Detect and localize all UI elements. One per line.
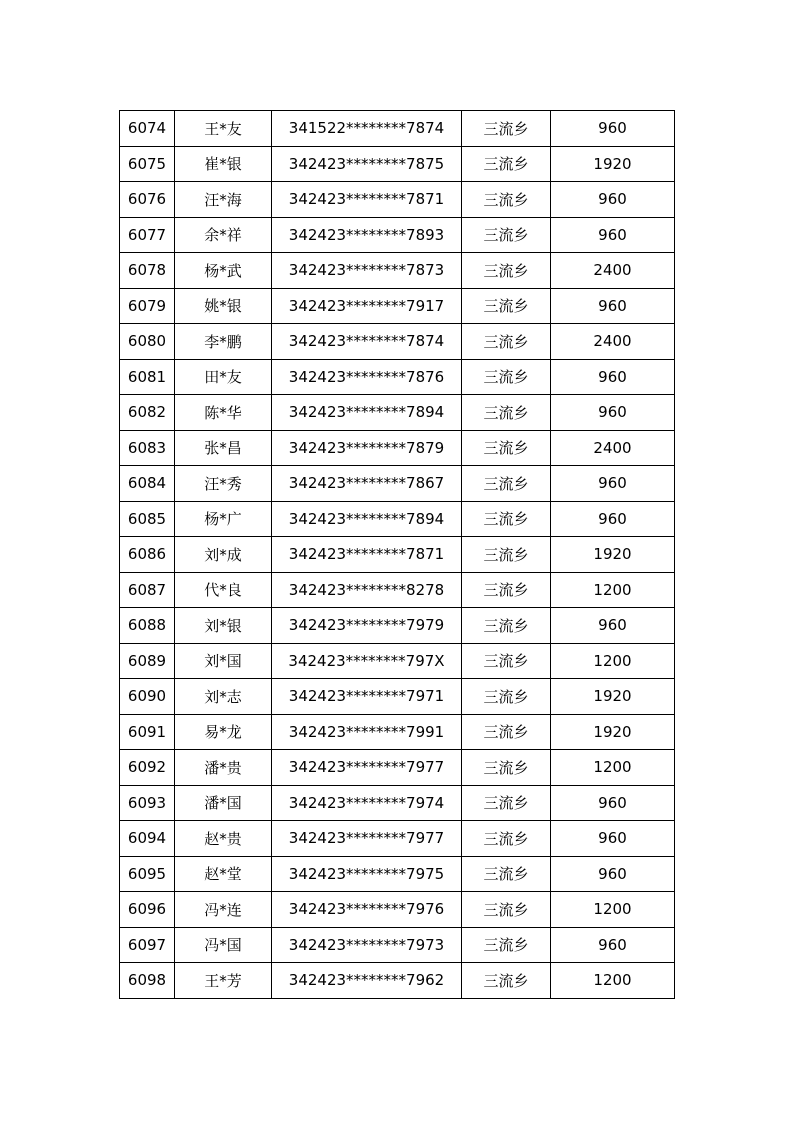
table-row [120, 608, 675, 644]
row-number-cell: 6088 [120, 608, 175, 644]
table-row [120, 501, 675, 537]
name-cell: 潘*贵 [175, 750, 272, 786]
row-number-cell: 6094 [120, 821, 175, 857]
id-number-cell: 342423********7874 [272, 324, 462, 360]
row-number-cell: 6075 [120, 146, 175, 182]
table-row [120, 288, 675, 324]
id-number-cell: 342423********7991 [272, 714, 462, 750]
name-cell: 陈*华 [175, 395, 272, 431]
township-cell: 三流乡 [462, 395, 551, 431]
township-cell: 三流乡 [462, 501, 551, 537]
id-number-cell: 342423********7879 [272, 430, 462, 466]
township-cell: 三流乡 [462, 572, 551, 608]
table-row [120, 856, 675, 892]
name-cell: 刘*国 [175, 643, 272, 679]
amount-cell: 2400 [551, 430, 675, 466]
township-cell: 三流乡 [462, 466, 551, 502]
name-cell: 汪*海 [175, 182, 272, 218]
township-cell: 三流乡 [462, 253, 551, 289]
table-row [120, 537, 675, 573]
id-number-cell: 342423********797X [272, 643, 462, 679]
table-row [120, 182, 675, 218]
amount-cell: 1200 [551, 643, 675, 679]
row-number-cell: 6092 [120, 750, 175, 786]
name-cell: 刘*成 [175, 537, 272, 573]
row-number-cell: 6096 [120, 892, 175, 928]
name-cell: 代*良 [175, 572, 272, 608]
id-number-cell: 342423********7871 [272, 182, 462, 218]
township-cell: 三流乡 [462, 750, 551, 786]
row-number-cell: 6076 [120, 182, 175, 218]
id-number-cell: 342423********7893 [272, 217, 462, 253]
township-cell: 三流乡 [462, 146, 551, 182]
amount-cell: 1200 [551, 572, 675, 608]
row-number-cell: 6087 [120, 572, 175, 608]
amount-cell: 960 [551, 395, 675, 431]
row-number-cell: 6086 [120, 537, 175, 573]
row-number-cell: 6091 [120, 714, 175, 750]
id-number-cell: 342423********7871 [272, 537, 462, 573]
row-number-cell: 6090 [120, 679, 175, 715]
name-cell: 姚*银 [175, 288, 272, 324]
row-number-cell: 6074 [120, 111, 175, 147]
amount-cell: 960 [551, 111, 675, 147]
id-number-cell: 342423********7876 [272, 359, 462, 395]
amount-cell: 960 [551, 217, 675, 253]
township-cell: 三流乡 [462, 927, 551, 963]
table-row [120, 927, 675, 963]
row-number-cell: 6083 [120, 430, 175, 466]
amount-cell: 1920 [551, 714, 675, 750]
amount-cell: 960 [551, 608, 675, 644]
table-row [120, 111, 675, 147]
id-number-cell: 342423********7975 [272, 856, 462, 892]
table-row [120, 892, 675, 928]
township-cell: 三流乡 [462, 359, 551, 395]
id-number-cell: 342423********7873 [272, 253, 462, 289]
row-number-cell: 6089 [120, 643, 175, 679]
row-number-cell: 6097 [120, 927, 175, 963]
id-number-cell: 342423********7894 [272, 501, 462, 537]
name-cell: 王*芳 [175, 963, 272, 999]
row-number-cell: 6085 [120, 501, 175, 537]
amount-cell: 1200 [551, 892, 675, 928]
name-cell: 王*友 [175, 111, 272, 147]
amount-cell: 2400 [551, 324, 675, 360]
id-number-cell: 342423********7977 [272, 821, 462, 857]
id-number-cell: 342423********7977 [272, 750, 462, 786]
table-row [120, 395, 675, 431]
id-number-cell: 342423********7875 [272, 146, 462, 182]
row-number-cell: 6080 [120, 324, 175, 360]
amount-cell: 960 [551, 785, 675, 821]
township-cell: 三流乡 [462, 679, 551, 715]
row-number-cell: 6082 [120, 395, 175, 431]
township-cell: 三流乡 [462, 963, 551, 999]
amount-cell: 960 [551, 288, 675, 324]
id-number-cell: 342423********7971 [272, 679, 462, 715]
name-cell: 赵*堂 [175, 856, 272, 892]
township-cell: 三流乡 [462, 856, 551, 892]
row-number-cell: 6084 [120, 466, 175, 502]
id-number-cell: 342423********7917 [272, 288, 462, 324]
id-number-cell: 342423********8278 [272, 572, 462, 608]
township-cell: 三流乡 [462, 892, 551, 928]
name-cell: 汪*秀 [175, 466, 272, 502]
table-row [120, 146, 675, 182]
township-cell: 三流乡 [462, 430, 551, 466]
id-number-cell: 342423********7973 [272, 927, 462, 963]
table-row [120, 466, 675, 502]
row-number-cell: 6079 [120, 288, 175, 324]
name-cell: 余*祥 [175, 217, 272, 253]
table-row [120, 821, 675, 857]
name-cell: 崔*银 [175, 146, 272, 182]
name-cell: 赵*贵 [175, 821, 272, 857]
name-cell: 刘*志 [175, 679, 272, 715]
table-row [120, 217, 675, 253]
amount-cell: 960 [551, 466, 675, 502]
township-cell: 三流乡 [462, 537, 551, 573]
id-number-cell: 341522********7874 [272, 111, 462, 147]
amount-cell: 960 [551, 501, 675, 537]
id-number-cell: 342423********7867 [272, 466, 462, 502]
name-cell: 易*龙 [175, 714, 272, 750]
amount-cell: 1920 [551, 537, 675, 573]
row-number-cell: 6093 [120, 785, 175, 821]
name-cell: 田*友 [175, 359, 272, 395]
township-cell: 三流乡 [462, 608, 551, 644]
township-cell: 三流乡 [462, 111, 551, 147]
township-cell: 三流乡 [462, 821, 551, 857]
township-cell: 三流乡 [462, 217, 551, 253]
table-row [120, 324, 675, 360]
id-number-cell: 342423********7894 [272, 395, 462, 431]
township-cell: 三流乡 [462, 288, 551, 324]
record-table [119, 110, 675, 999]
row-number-cell: 6077 [120, 217, 175, 253]
township-cell: 三流乡 [462, 643, 551, 679]
amount-cell: 1200 [551, 963, 675, 999]
township-cell: 三流乡 [462, 182, 551, 218]
amount-cell: 960 [551, 182, 675, 218]
township-cell: 三流乡 [462, 714, 551, 750]
table-row [120, 430, 675, 466]
name-cell: 刘*银 [175, 608, 272, 644]
name-cell: 杨*广 [175, 501, 272, 537]
table-row [120, 679, 675, 715]
amount-cell: 960 [551, 927, 675, 963]
row-number-cell: 6098 [120, 963, 175, 999]
name-cell: 杨*武 [175, 253, 272, 289]
id-number-cell: 342423********7962 [272, 963, 462, 999]
table-row [120, 359, 675, 395]
table-row [120, 253, 675, 289]
name-cell: 冯*国 [175, 927, 272, 963]
amount-cell: 960 [551, 856, 675, 892]
amount-cell: 960 [551, 359, 675, 395]
table-row [120, 572, 675, 608]
amount-cell: 1920 [551, 679, 675, 715]
table-row [120, 643, 675, 679]
id-number-cell: 342423********7974 [272, 785, 462, 821]
amount-cell: 2400 [551, 253, 675, 289]
record-table-body [120, 111, 675, 999]
township-cell: 三流乡 [462, 324, 551, 360]
row-number-cell: 6078 [120, 253, 175, 289]
name-cell: 冯*连 [175, 892, 272, 928]
table-row [120, 963, 675, 999]
name-cell: 张*昌 [175, 430, 272, 466]
name-cell: 李*鹏 [175, 324, 272, 360]
id-number-cell: 342423********7979 [272, 608, 462, 644]
amount-cell: 1200 [551, 750, 675, 786]
amount-cell: 1920 [551, 146, 675, 182]
table-row [120, 785, 675, 821]
amount-cell: 960 [551, 821, 675, 857]
row-number-cell: 6081 [120, 359, 175, 395]
table-row [120, 750, 675, 786]
row-number-cell: 6095 [120, 856, 175, 892]
name-cell: 潘*国 [175, 785, 272, 821]
township-cell: 三流乡 [462, 785, 551, 821]
id-number-cell: 342423********7976 [272, 892, 462, 928]
table-row [120, 714, 675, 750]
